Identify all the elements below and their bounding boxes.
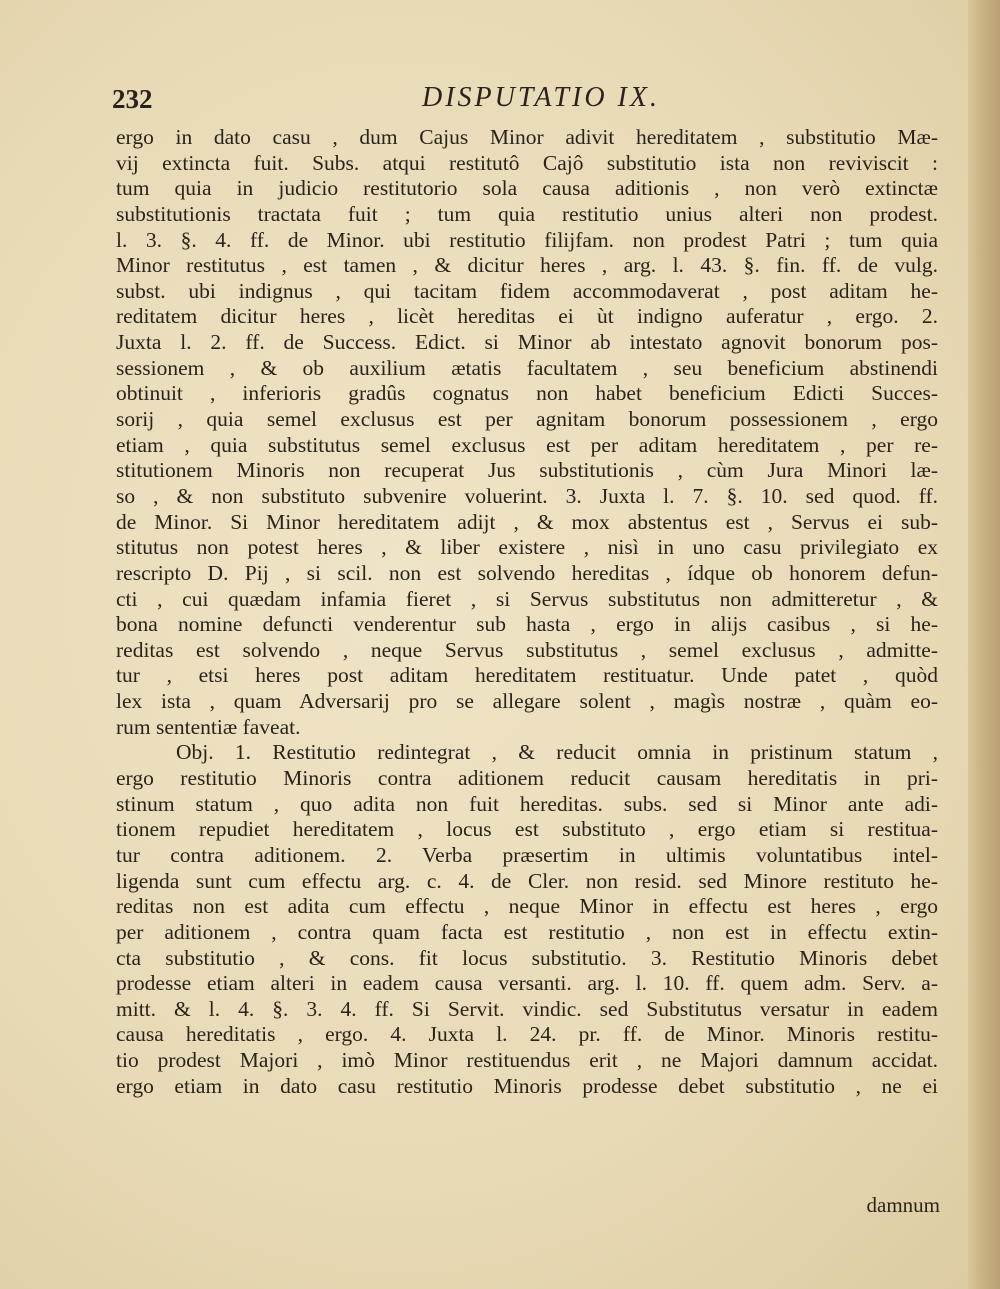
text-line: etiam , quia substitutus semel exclusus est per aditam hereditatem , per re- — [116, 432, 938, 457]
text-line: sessionem , & ob auxilium ætatis facultatem , seu beneficium abstinendi — [116, 355, 938, 380]
text-line: de Minor. Si Minor hereditatem adijt , & mox abstentus est , Servus ei sub- — [116, 509, 938, 534]
page-number: 232 — [112, 84, 153, 114]
text-line: tum quia in judicio restitutorio sola causa aditionis , non verò extinctæ — [116, 176, 938, 201]
text-line: tionem repudiet hereditatem , locus est substituto , ergo etiam si restitua- — [116, 817, 938, 842]
text-line: lex ista , quam Adversarij pro se allegare solent , magìs nostræ , quàm eo- — [116, 689, 938, 714]
text-line: tur contra aditionem. 2. Verba præsertim in ultimis voluntatibus intel- — [116, 842, 938, 867]
text-line: l. 3. §. 4. ff. de Minor. ubi restitutio filijfam. non prodest Patri ; tum quia — [116, 227, 938, 252]
text-line: Minor restitutus , est tamen , & dicitur heres , arg. l. 43. §. fin. ff. de vulg. — [116, 253, 938, 278]
body-text — [116, 125, 938, 1099]
text-line: rum sententiæ faveat. — [116, 714, 301, 739]
catchword: damnum — [866, 1193, 940, 1217]
text-line: tur , etsi heres post aditam hereditatem restituatur. Unde patet , quòd — [116, 663, 938, 688]
page-header — [112, 82, 942, 118]
text-line: Juxta l. 2. ff. de Success. Edict. si Minor ab intestato agnovit bonorum pos- — [116, 330, 938, 355]
text-line: bona nomine defuncti venderentur sub hasta , ergo in alijs casibus , si he- — [116, 612, 938, 637]
text-line: substitutionis tractata fuit ; tum quia restitutio unius alteri non prodest. — [116, 201, 938, 226]
text-line: stitutus non potest heres , & liber existere , nisì in uno casu privilegiato ex — [116, 535, 938, 560]
text-line: ergo in dato casu , dum Cajus Minor adivit hereditatem , substitutio Mæ- — [116, 125, 938, 149]
text-line: per aditionem , contra quam facta est restitutio , non est in effectu extin- — [116, 919, 938, 944]
text-line: sorij , quia semel exclusus est per agnitam bonorum possessionem , ergo — [116, 407, 938, 432]
running-head: DISPUTATIO IX. — [422, 82, 660, 113]
text-line: causa hereditatis , ergo. 4. Juxta l. 24. pr. ff. de Minor. Minoris restitu- — [116, 1022, 938, 1047]
text-line: prodesse etiam alteri in eadem causa versanti. arg. l. 10. ff. quem adm. Serv. a- — [116, 971, 938, 996]
text-line: Obj. 1. Restitutio redintegrat , & reducit omnia in pristinum statum , — [176, 740, 938, 765]
text-line: vij extincta fuit. Subs. atqui restitutô Cajô substitutio ista non reviviscit : — [116, 150, 938, 175]
text-line: so , & non substituto subvenire voluerint. 3. Juxta l. 7. §. 10. sed quod. ff. — [116, 483, 938, 508]
text-line: reditas est solvendo , neque Servus substitutus , semel exclusus , admitte- — [116, 637, 938, 662]
text-line: reditatem dicitur heres , licèt hereditas ei ùt indigno auferatur , ergo. 2. — [116, 304, 938, 329]
text-line: cta substitutio , & cons. fit locus substitutio. 3. Restitutio Minoris debet — [116, 945, 938, 970]
text-line: ergo restitutio Minoris contra aditionem reducit causam hereditatis in pri- — [116, 766, 938, 791]
text-line: tio prodest Majori , imò Minor restituendus erit , ne Majori damnum accidat. — [116, 1048, 938, 1073]
text-line: ligenda sunt cum effectu arg. c. 4. de Cler. non resid. sed Minore restituto he- — [116, 868, 938, 893]
page-gutter — [968, 0, 1000, 1289]
text-line: obtinuit , inferioris gradûs cognatus non habet beneficium Edicti Succes- — [116, 381, 938, 406]
text-line: mitt. & l. 4. §. 3. 4. ff. Si Servit. vindic. sed Substitutus versatur in eadem — [116, 996, 938, 1021]
text-line: stinum statum , quo adita non fuit hereditas. subs. sed si Minor ante adi- — [116, 791, 938, 816]
text-line: rescripto D. Pij , si scil. non est solvendo hereditas , ídque ob honorem defun- — [116, 560, 938, 585]
text-line: cti , cui quædam infamia fieret , si Servus substitutus non admitteretur , & — [116, 586, 938, 611]
text-line: stitutionem Minoris non recuperat Jus substitutionis , cùm Jura Minori læ- — [116, 458, 938, 483]
text-line: subst. ubi indignus , qui tacitam fidem accommodaverat , post aditam he- — [116, 278, 938, 303]
text-line: ergo etiam in dato casu restitutio Minoris prodesse debet substitutio , ne ei — [116, 1073, 938, 1098]
text-line: reditas non est adita cum effectu , neque Minor in effectu est heres , ergo — [116, 894, 938, 919]
